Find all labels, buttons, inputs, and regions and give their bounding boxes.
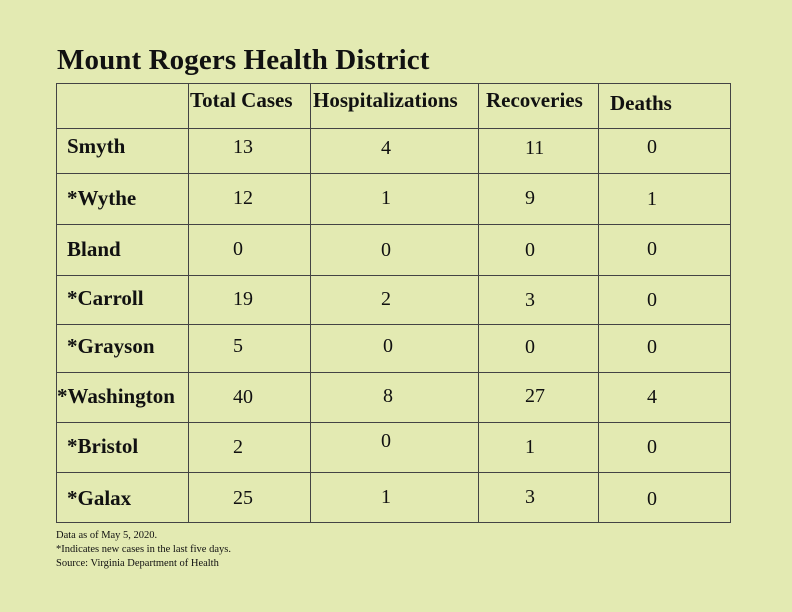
recoveries-value: 3 [525, 486, 535, 508]
county-label: *Grayson [67, 334, 155, 358]
column-divider [310, 84, 311, 522]
deaths-value: 0 [647, 136, 657, 158]
health-district-table [56, 83, 731, 523]
hospitalizations-value: 4 [381, 137, 391, 159]
hospitalizations-value: 1 [381, 486, 391, 508]
hospitalizations-value: 8 [383, 385, 393, 407]
total-cases-value: 12 [233, 187, 253, 209]
hospitalizations-value: 1 [381, 187, 391, 209]
source-note: Source: Virginia Department of Health [56, 558, 219, 569]
deaths-value: 0 [647, 336, 657, 358]
column-divider [188, 84, 189, 522]
header-deaths: Deaths [610, 91, 672, 115]
county-label: Bland [67, 237, 121, 261]
total-cases-value: 13 [233, 136, 253, 158]
recoveries-value: 27 [525, 385, 545, 407]
row-divider [57, 128, 731, 129]
hospitalizations-value: 0 [381, 239, 391, 261]
row-divider [57, 275, 731, 276]
recoveries-value: 11 [525, 137, 545, 159]
table-title: Mount Rogers Health District [57, 44, 430, 76]
footnotes [56, 529, 231, 571]
deaths-value: 1 [647, 188, 657, 210]
deaths-value: 4 [647, 386, 657, 408]
recoveries-value: 1 [525, 436, 535, 458]
recoveries-value: 3 [525, 289, 535, 311]
hospitalizations-value: 0 [383, 335, 393, 357]
deaths-value: 0 [647, 289, 657, 311]
total-cases-value: 5 [233, 335, 243, 357]
recoveries-value: 9 [525, 187, 535, 209]
county-label: *Bristol [67, 434, 139, 458]
row-divider [57, 173, 731, 174]
data-date-note: Data as of May 5, 2020. [56, 530, 158, 541]
county-label: Smyth [67, 134, 126, 158]
recoveries-value: 0 [525, 336, 535, 358]
total-cases-value: 40 [233, 386, 253, 408]
header-hospitalizations: Hospitalizations [313, 88, 458, 112]
deaths-value: 0 [647, 436, 657, 458]
column-divider [478, 84, 479, 522]
recoveries-value: 0 [525, 239, 535, 261]
total-cases-value: 0 [233, 238, 243, 260]
county-label: *Galax [67, 486, 132, 510]
deaths-value: 0 [647, 488, 657, 510]
total-cases-value: 25 [233, 487, 253, 509]
column-divider [730, 84, 731, 522]
row-divider [57, 224, 731, 225]
row-divider [57, 472, 731, 473]
county-label: *Wythe [67, 186, 137, 210]
hospitalizations-value: 2 [381, 288, 391, 310]
new-cases-note: *Indicates new cases in the last five days. [56, 544, 231, 555]
row-divider [57, 324, 731, 325]
row-divider [57, 422, 731, 423]
county-label: *Washington [57, 384, 175, 408]
header-total-cases: Total Cases [190, 88, 293, 112]
total-cases-value: 2 [233, 436, 243, 458]
hospitalizations-value: 0 [381, 430, 391, 452]
header-recoveries: Recoveries [486, 88, 583, 112]
county-label: *Carroll [67, 286, 144, 310]
total-cases-value: 19 [233, 288, 253, 310]
deaths-value: 0 [647, 238, 657, 260]
column-divider [598, 84, 599, 522]
row-divider [57, 372, 731, 373]
